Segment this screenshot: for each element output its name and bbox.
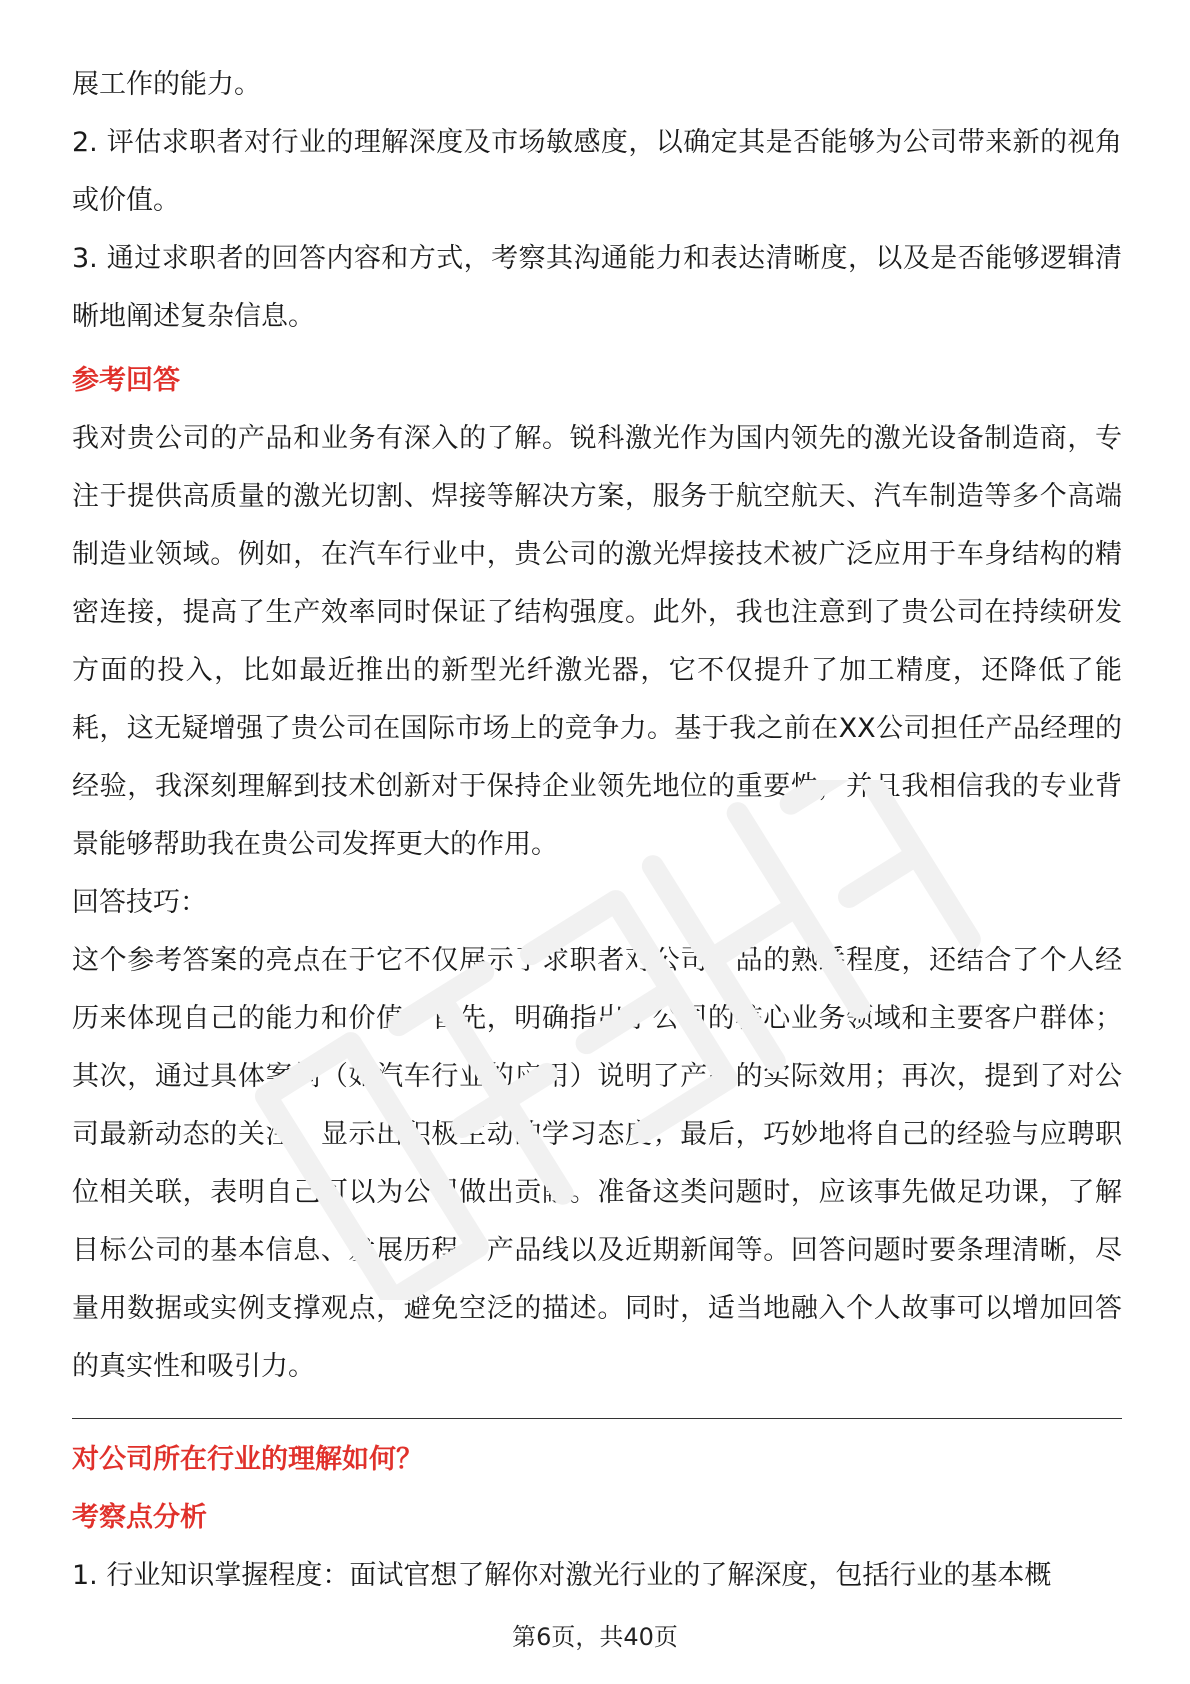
paragraph-continuation: 展工作的能力。 (72, 69, 261, 100)
evaluation-point-2: 2. 评估求职者对行业的理解深度及市场敏感度，以确定其是否能够为公司带来新的视角或价值。 (72, 127, 1122, 216)
reference-answer-body: 我对贵公司的产品和业务有深入的了解。锐科激光作为国内领先的激光设备制造商，专注于提供高质量的激光切割、焊接等解决方案，服务于航空航天、汽车制造等多个高端制造业领域。例如，在汽车行业中，贵公司的激光焊接技术被广泛应用于车身结构的精密连接，提高了生产效率同时保证了结构强度。此外，我也注意到了贵公司在持续研发方面的投入，比如最近推出的新型光纤激光器，它不仅提升了加工精度，还降低了能耗，这无疑增强了贵公司在国际市场上的竞争力。基于我之前在XX公司担任产品经理的经验，我深刻理解到技术创新对于保持企业领先地位的重要性，并且我相信我的专业背景能够帮助我在贵公司发挥更大的作用。 (72, 423, 1122, 860)
section-divider (72, 1418, 1122, 1419)
document-page (72, 56, 1122, 1605)
tips-label: 回答技巧： (72, 887, 207, 918)
reference-answer-heading: 参考回答 (72, 365, 180, 396)
analysis-point-1: 1. 行业知识掌握程度：面试官想了解你对激光行业的了解深度，包括行业的基本概 (72, 1560, 1052, 1591)
question-title: 对公司所在行业的理解如何？ (72, 1444, 423, 1475)
page-footer: 第6页，共40页 (512, 1623, 678, 1651)
tips-body: 这个参考答案的亮点在于它不仅展示了求职者对公司产品的熟悉程度，还结合了个人经历来体现自己的能力和价值。首先，明确指出了公司的核心业务领域和主要客户群体；其次，通过具体案例（如汽车行业的应用）说明了产品的实际效用；再次，提到了对公司最新动态的关注，显示出积极主动的学习态度；最后，巧妙地将自己的经验与应聘职位相关联，表明自己可以为公司做出贡献。准备这类问题时，应该事先做足功课，了解目标公司的基本信息、发展历程、产品线以及近期新闻等。回答问题时要条理清晰，尽量用数据或实例支撑观点，避免空泛的描述。同时，适当地融入个人故事可以增加回答的真实性和吸引力。 (72, 945, 1122, 1382)
evaluation-point-3: 3. 通过求职者的回答内容和方式，考察其沟通能力和表达清晰度，以及是否能够逻辑清晰地阐述复杂信息。 (72, 243, 1122, 332)
analysis-heading: 考察点分析 (72, 1502, 207, 1533)
